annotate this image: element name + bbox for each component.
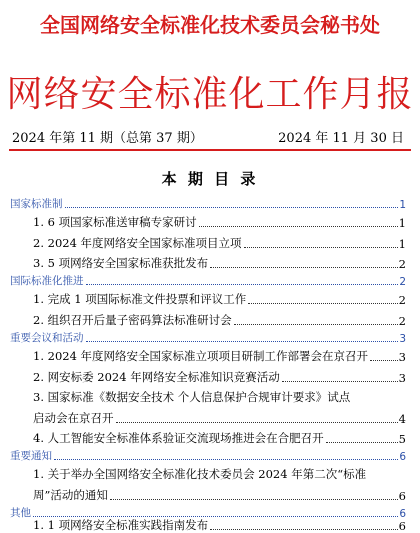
toc-leader xyxy=(54,458,398,460)
toc-item-label: 1. 2024 年度网络安全国家标准立项项目研制工作部署会在京召开 xyxy=(33,349,369,363)
report-title: 网络安全标准化工作月报 xyxy=(6,74,414,115)
toc-item-label[interactable]: 3. 国家标准《数据安全技术 个人信息保护合规审计要求》试点 xyxy=(33,390,351,404)
toc-leader xyxy=(199,225,398,227)
toc-item[interactable] xyxy=(33,430,406,446)
toc-item-label: 1. 6 项国家标准送审稿专家研讨 xyxy=(33,215,197,229)
toc-item[interactable] xyxy=(33,235,406,251)
toc-item[interactable] xyxy=(33,487,406,503)
toc-leader xyxy=(86,283,399,285)
toc-page-number: 6 xyxy=(398,489,406,503)
toc-page-number: 2 xyxy=(398,314,406,328)
toc-page-number: 6 xyxy=(399,508,406,520)
toc-page-number: 3 xyxy=(399,333,406,345)
issue-info xyxy=(12,127,408,147)
toc-leader xyxy=(210,266,398,268)
toc-leader xyxy=(282,380,398,382)
toc-leader xyxy=(116,421,398,423)
toc-section-national-standards[interactable] xyxy=(10,196,406,211)
toc-section-label: 国家标准制 xyxy=(10,198,63,210)
toc-leader xyxy=(326,441,398,443)
toc-item[interactable] xyxy=(33,312,406,328)
toc-leader xyxy=(244,246,398,248)
toc-page-number: 3 xyxy=(398,371,406,385)
toc-leader xyxy=(65,206,399,208)
toc-item[interactable] xyxy=(33,369,406,385)
toc-leader xyxy=(234,323,398,325)
toc-page-number: 3 xyxy=(398,350,406,364)
header-divider xyxy=(9,149,411,151)
toc-page-number: 2 xyxy=(399,276,406,288)
toc-section-label: 国际标准化推进 xyxy=(10,275,84,287)
toc-section-international-standards[interactable] xyxy=(10,273,406,288)
toc-item[interactable] xyxy=(33,214,406,230)
toc-leader xyxy=(248,302,397,304)
toc-leader xyxy=(210,528,398,530)
toc-item[interactable] xyxy=(33,291,406,307)
toc-section-notices[interactable] xyxy=(10,448,406,463)
toc-item-label: 2. 2024 年度网络安全国家标准项目立项 xyxy=(33,236,242,250)
toc-page-number: 1 xyxy=(398,237,406,251)
toc-item-label-continued: 周”活动的通知 xyxy=(33,488,108,502)
toc-item-label: 1. 完成 1 项国际标准文件投票和评议工作 xyxy=(33,292,247,306)
toc-page-number: 2 xyxy=(398,293,406,307)
toc-item-label: 2. 组织召开后量子密码算法标准研讨会 xyxy=(33,313,232,327)
toc-section-meetings-activities[interactable] xyxy=(10,330,406,345)
toc-page-number: 6 xyxy=(399,451,406,463)
toc-section-label: 重要通知 xyxy=(10,450,52,462)
toc-item-label: 2. 网安标委 2024 年网络安全标准知识竞赛活动 xyxy=(33,370,280,384)
toc-page-number: 1 xyxy=(399,199,406,211)
toc-item-label: 3. 5 项网络安全国家标准获批发布 xyxy=(33,256,209,270)
toc-leader xyxy=(370,359,398,361)
toc-item[interactable] xyxy=(33,255,406,271)
toc-leader xyxy=(110,498,398,500)
toc-page-number: 6 xyxy=(398,519,406,533)
toc-item-label-continued: 启动会在京召开 xyxy=(33,411,114,425)
toc-item-label[interactable]: 1. 关于举办全国网络安全标准化技术委员会 2024 年第二次“标准 xyxy=(33,467,367,481)
toc-item[interactable] xyxy=(33,410,406,426)
issue-date: 2024 年 11 月 30 日 xyxy=(278,131,404,146)
toc-leader xyxy=(86,340,399,342)
toc-section-label: 重要会议和活动 xyxy=(10,332,84,344)
toc-page-number: 1 xyxy=(398,216,406,230)
toc-page-number: 5 xyxy=(398,432,406,446)
toc-item-label: 4. 人工智能安全标准体系验证交流现场推进会在合肥召开 xyxy=(33,431,324,445)
toc-item[interactable] xyxy=(33,348,406,364)
toc-title: 本 期 目 录 xyxy=(161,170,259,188)
toc-page-number: 4 xyxy=(398,412,406,426)
toc-page-number: 2 xyxy=(398,257,406,271)
organization-name: 全国网络安全标准化技术委员会秘书处 xyxy=(40,13,380,37)
toc-section-label: 其他 xyxy=(10,507,31,519)
toc-item-label: 1. 1 项网络安全标准实践指南发布 xyxy=(33,518,209,532)
issue-number: 2024 年第 11 期（总第 37 期） xyxy=(12,131,203,146)
